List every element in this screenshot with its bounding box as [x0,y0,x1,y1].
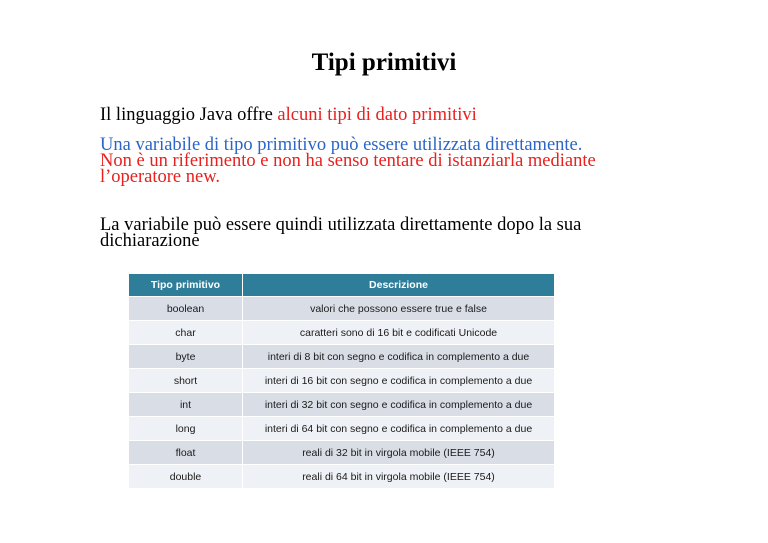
intro-highlight: alcuni tipi di dato primitivi [277,105,477,125]
description-cell: interi di 8 bit con segno e codifica in complemento a due [243,345,555,369]
description-cell: reali di 64 bit in virgola mobile (IEEE 754) [243,465,555,489]
page-title: Tipi primitivi [311,49,457,76]
description-cell: interi di 64 bit con segno e codifica in complemento a due [243,417,555,441]
table-row [129,321,555,345]
type-cell: boolean [129,297,243,321]
type-cell: long [129,417,243,441]
blue-statement: Una variabile di tipo primitivo può essere utilizzata direttamente. [100,135,583,155]
header-tipo-primitivo: Tipo primitivo [129,274,243,297]
description-cell: interi di 16 bit con segno e codifica in complemento a due [243,369,555,393]
description-cell: interi di 32 bit con segno e codifica in complemento a due [243,393,555,417]
description-cell: caratteri sono di 16 bit e codificati Unicode [243,321,555,345]
red-statement-line-1: Non è un riferimento e non ha senso tentare di istanziarla mediante [100,151,596,171]
primitive-types-table [128,273,555,489]
type-cell: float [129,441,243,465]
table-header-row [129,274,555,297]
type-cell: char [129,321,243,345]
declaration-line-2: dichiarazione [100,231,200,251]
table-row [129,369,555,393]
table-row [129,465,555,489]
table-row [129,297,555,321]
table-row [129,417,555,441]
intro-paragraph [100,104,477,126]
table-row [129,393,555,417]
type-cell: short [129,369,243,393]
type-cell: byte [129,345,243,369]
primitive-variable-paragraph [100,137,720,185]
description-cell: valori che possono essere true e false [243,297,555,321]
declaration-paragraph [100,217,720,249]
type-cell: double [129,465,243,489]
description-cell: reali di 32 bit in virgola mobile (IEEE 754) [243,441,555,465]
header-descrizione: Descrizione [243,274,555,297]
red-statement-line-2: l’operatore new. [100,167,221,187]
table-row [129,345,555,369]
table-row [129,441,555,465]
declaration-line-1: La variabile può essere quindi utilizzata direttamente dopo la sua [100,215,582,235]
intro-text: Il linguaggio Java offre [100,105,278,125]
type-cell: int [129,393,243,417]
